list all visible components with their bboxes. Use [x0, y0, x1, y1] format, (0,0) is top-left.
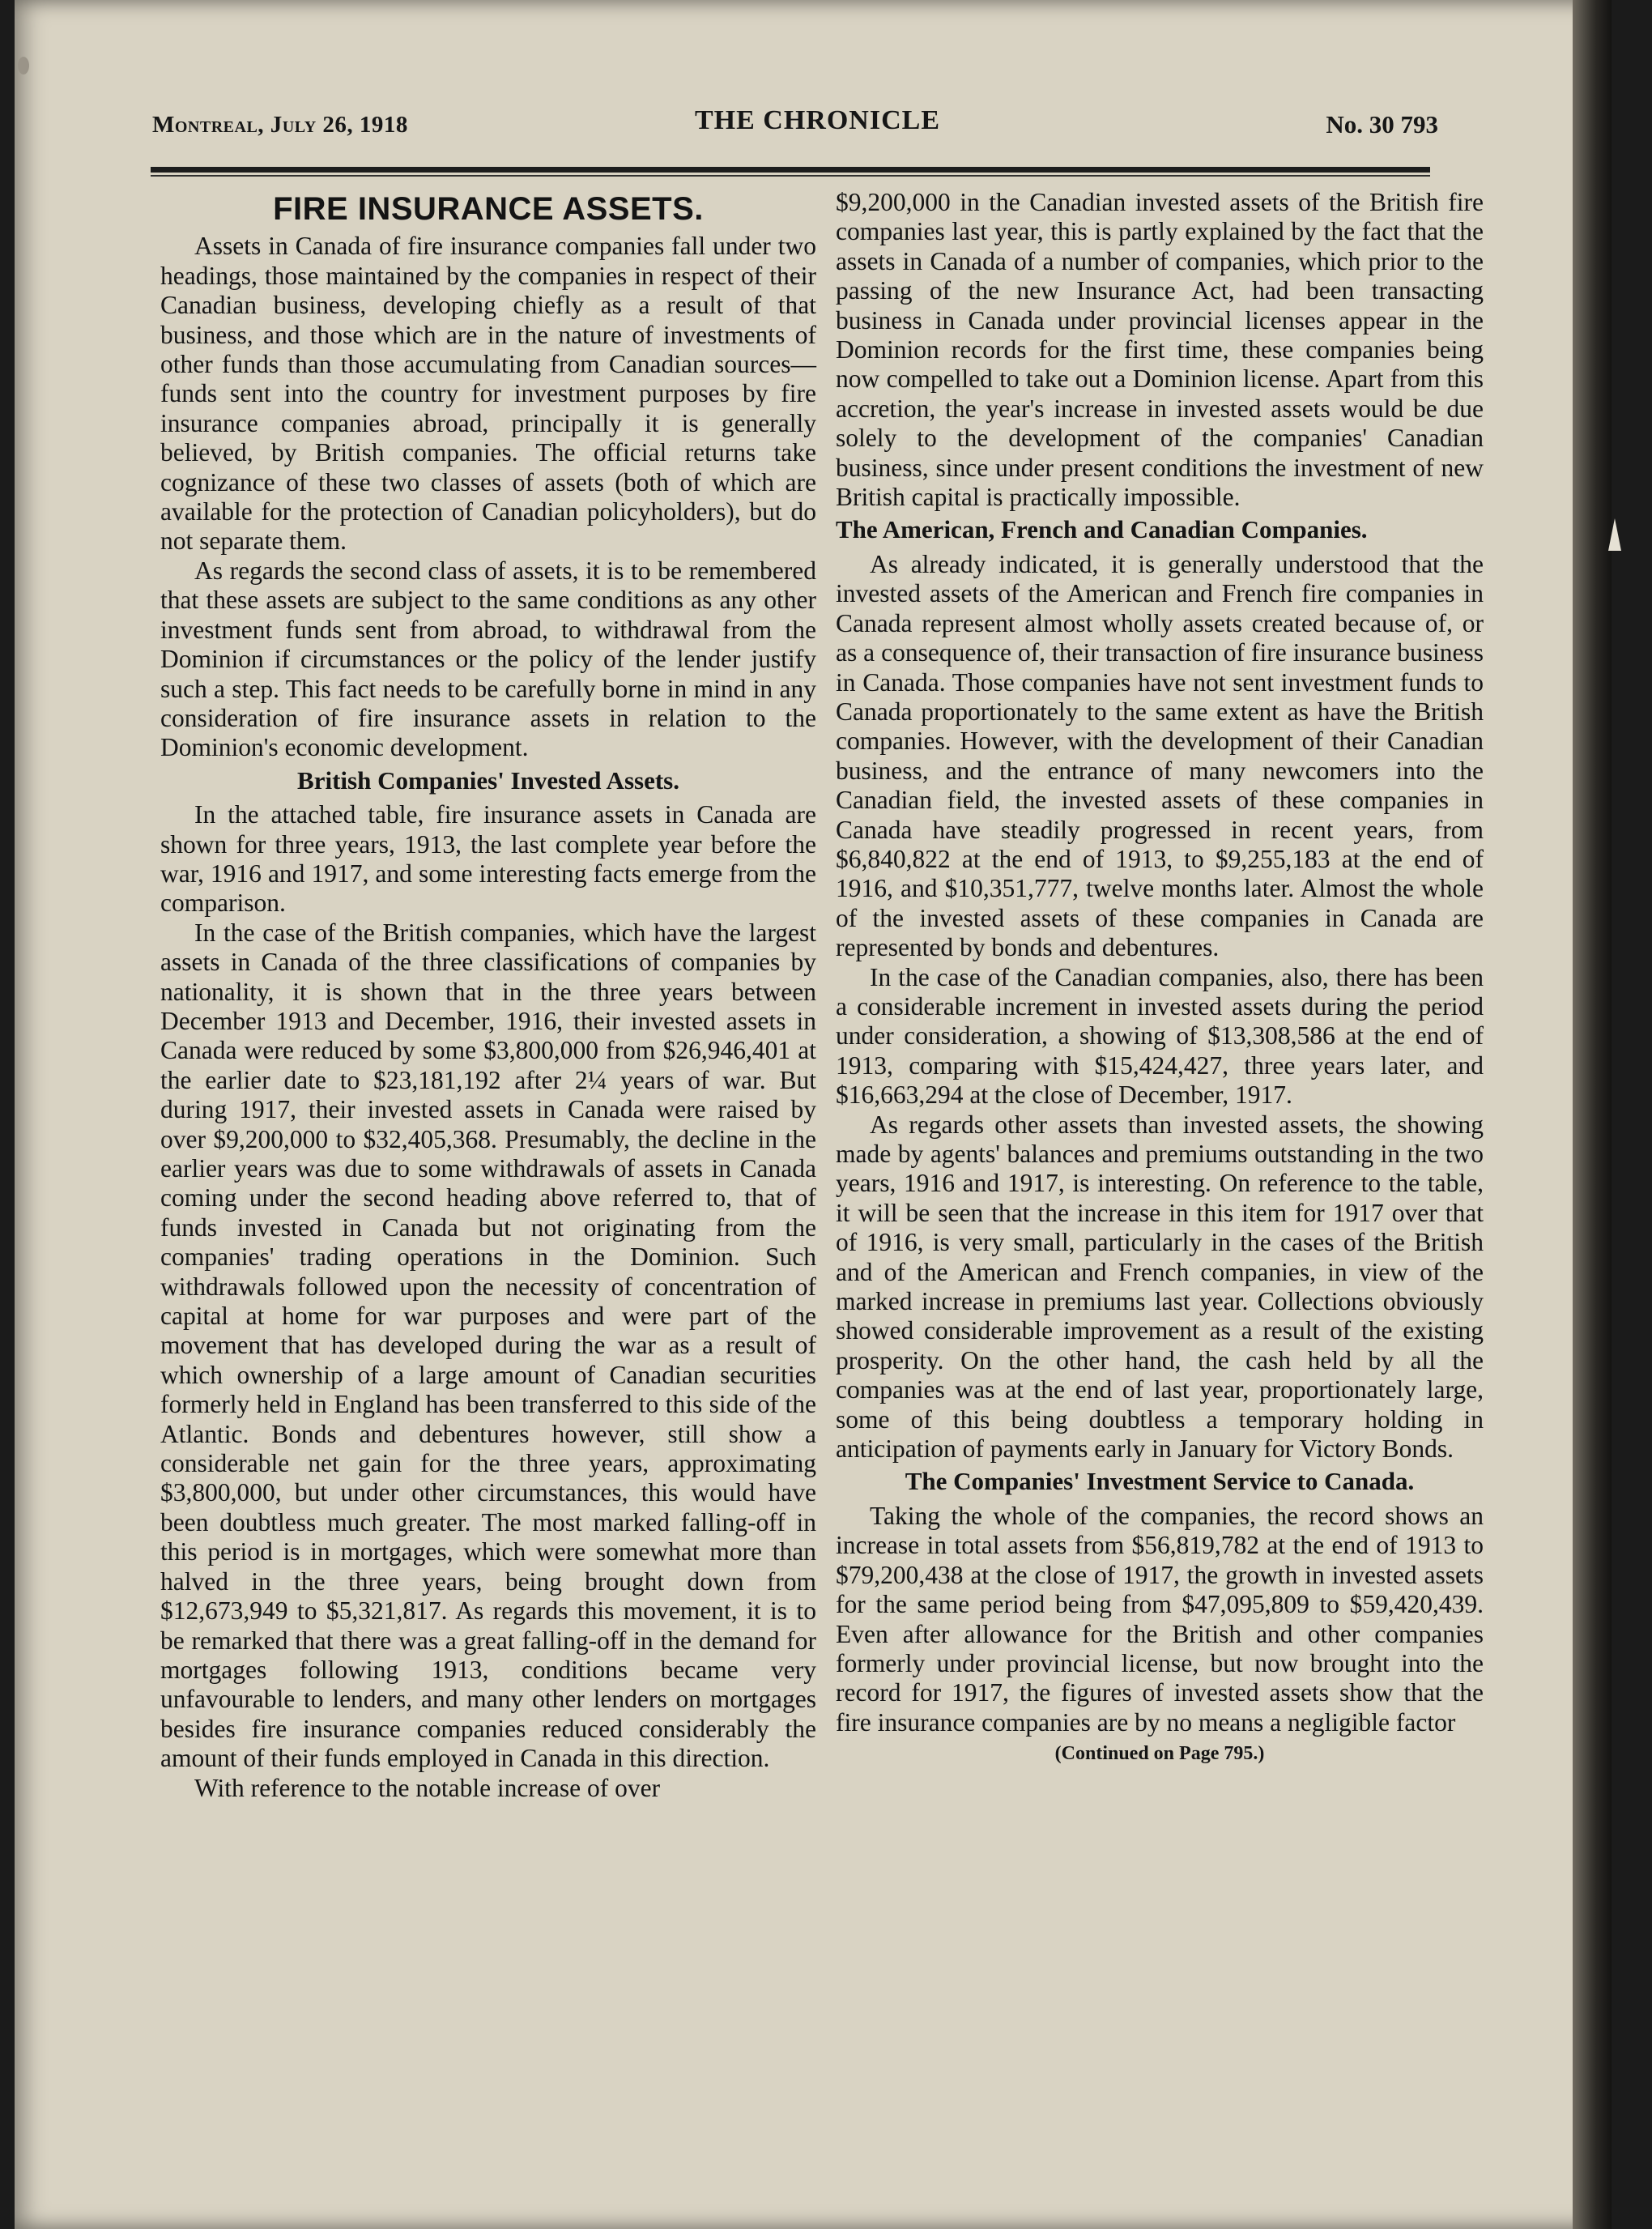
- paragraph: With reference to the notable increase of over: [194, 1773, 661, 1802]
- paragraph: In the attached table, fire insurance assets in Canada are shown for three years, 1913, the last complete year before the war, 1916 and 1917, and some interesting facts emerge from the comparison.: [160, 800, 816, 918]
- paragraph: As regards the second class of assets, it is to be remembered that these assets are subject to the same conditions as any other investment funds sent from abroad, to withdrawal from the Dominion if circumstances or the policy of the lender justify such a step. This fact needs to be carefully borne in mind in any consideration of fire insurance assets in relation to the Dominion's economic development.: [160, 556, 816, 762]
- paragraph: As already indicated, it is generally understood that the invested assets of the American and French fire companies in Canada represent almost wholly assets created because of, or as a consequence of, their transaction of fire insurance business in Canada. Those companies have not sent investment funds to Canada proportionately to the same extent as have the British companies. However, with the development of their Canadian business, and the entrance of many newcomers into the Canadian field, the invested assets of these companies in Canada have steadily progressed in recent years, from $6,840,822 at the end of 1913, to $9,255,183 at the end of 1916, and $10,351,777, twelve months later. Almost the whole of the invested assets of these companies in Canada are represented by bonds and debentures.: [836, 549, 1484, 962]
- subhead-american-french-canadian: The American, French and Canadian Companies.: [836, 515, 1368, 544]
- subhead-investment-service: The Companies' Investment Service to Canada.: [905, 1467, 1415, 1496]
- book-spine: [1573, 0, 1612, 2229]
- margin-mark: [18, 57, 29, 75]
- article-title: FIRE INSURANCE ASSETS.: [273, 191, 704, 227]
- header-rule-thin: [151, 175, 1430, 177]
- header-issue-page: No. 30 793: [1326, 110, 1438, 139]
- newspaper-page: [15, 0, 1612, 2229]
- paragraph: Assets in Canada of fire insurance companies fall under two headings, those maintained by the companies in respect of their Canadian business, developing chiefly as a result of that business, and those which are in the nature of investments of other funds than those accumulating from Canadian sources—funds sent into the country for investment purposes by fire insurance companies abroad, principally it is generally believed, by British companies. The official returns take cognizance of these two classes of assets (both of which are available for the protection of Canadian policyholders), but do not separate them.: [160, 232, 816, 556]
- continued-note: (Continued on Page 795.): [1054, 1743, 1265, 1765]
- paragraph: In the case of the Canadian companies, also, there has been a considerable increment in invested assets during the period under consideration, a showing of $13,308,586 at the end of 1913, comparing with $15,424,427, three years later, and $16,663,294 at the close of December, 1917.: [836, 962, 1484, 1110]
- paragraph: In the case of the British companies, which have the largest assets in Canada of the three classifications of companies by nationality, it is shown that in the three years between December 1913 and December, 1916, their invested assets in Canada were reduced by some $3,800,000 from $26,946,401 at the earlier date to $23,181,192 after 2¼ years of war. But during 1917, their invested assets in Canada were raised by over $9,200,000 to $32,405,368. Presumably, the decline in the earlier years was due to some withdrawals of assets in Canada coming under the second heading above referred to, that of funds invested in Canada but not originating from the companies' trading operations in the Dominion. Such withdrawals followed upon the necessity of concentration of capital at home for war purposes and were part of the movement that has developed during the war as a result of which ownership of a large amount of Canadian securities formerly held in England has been transferred to this side of the Atlantic. Bonds and debentures however, still show a considerable net gain for the three years, approximating $3,800,000, but under other circumstances, this would have been doubtless much greater. The most marked falling-off in this period is in mortgages, which were somewhat more than halved in the three years, being brought down from $12,673,949 to $5,321,817. As regards this movement, it is to be remarked that there was a great falling-off in the demand for mortgages following 1913, conditions became very unfavourable to lenders, and many other lenders on mortgages besides fire insurance companies reduced considerably the amount of their funds employed in Canada in this direction.: [160, 918, 816, 1773]
- header-dateline: Montreal, July 26, 1918: [152, 112, 408, 138]
- header-publication-title: THE CHRONICLE: [695, 105, 940, 135]
- right-column: [836, 188, 1484, 1769]
- page-header: [136, 105, 1438, 146]
- paragraph-continued: $9,200,000 in the Canadian invested assets of the British fire companies last year, this is partly explained by the fact that the assets in Canada of a number of companies, which prior to the passing of the new Insurance Act, had been transacting business in Canada under provincial licenses appear in the Dominion records for the first time, these companies being now compelled to take out a Dominion license. Apart from this accretion, the year's increase in invested assets would be due solely to the development of the companies' Canadian business, since under present conditions the investment of new British capital is practically impossible.: [836, 188, 1484, 512]
- header-rule: [151, 167, 1430, 173]
- subhead-british: British Companies' Invested Assets.: [297, 765, 679, 795]
- paragraph: As regards other assets than invested assets, the showing made by agents' balances and premiums outstanding in the two years, 1916 and 1917, is interesting. On reference to the table, it will be seen that the increase in this item for 1917 over that of 1916, is very small, particularly in the cases of the British and of the American and French companies, in view of the marked increase in premiums last year. Collections obviously showed considerable improvement as a result of the existing prosperity. On the other hand, the cash held by all the companies was at the end of last year, proportionately large, some of this being doubtless a temporary holding in anticipation of payments early in January for Victory Bonds.: [836, 1110, 1484, 1464]
- paragraph: Taking the whole of the companies, the record shows an increase in total assets from $56,819,782 at the end of 1913 to $79,200,438 at the close of 1917, the growth in invested assets for the same period being from $47,095,809 to $59,420,439. Even after allowance for the British and other companies formerly under provincial license, but now brought into the record for 1917, the figures of invested assets show that the fire insurance companies are by no means a negligible factor: [836, 1501, 1484, 1737]
- left-column: [160, 188, 816, 1803]
